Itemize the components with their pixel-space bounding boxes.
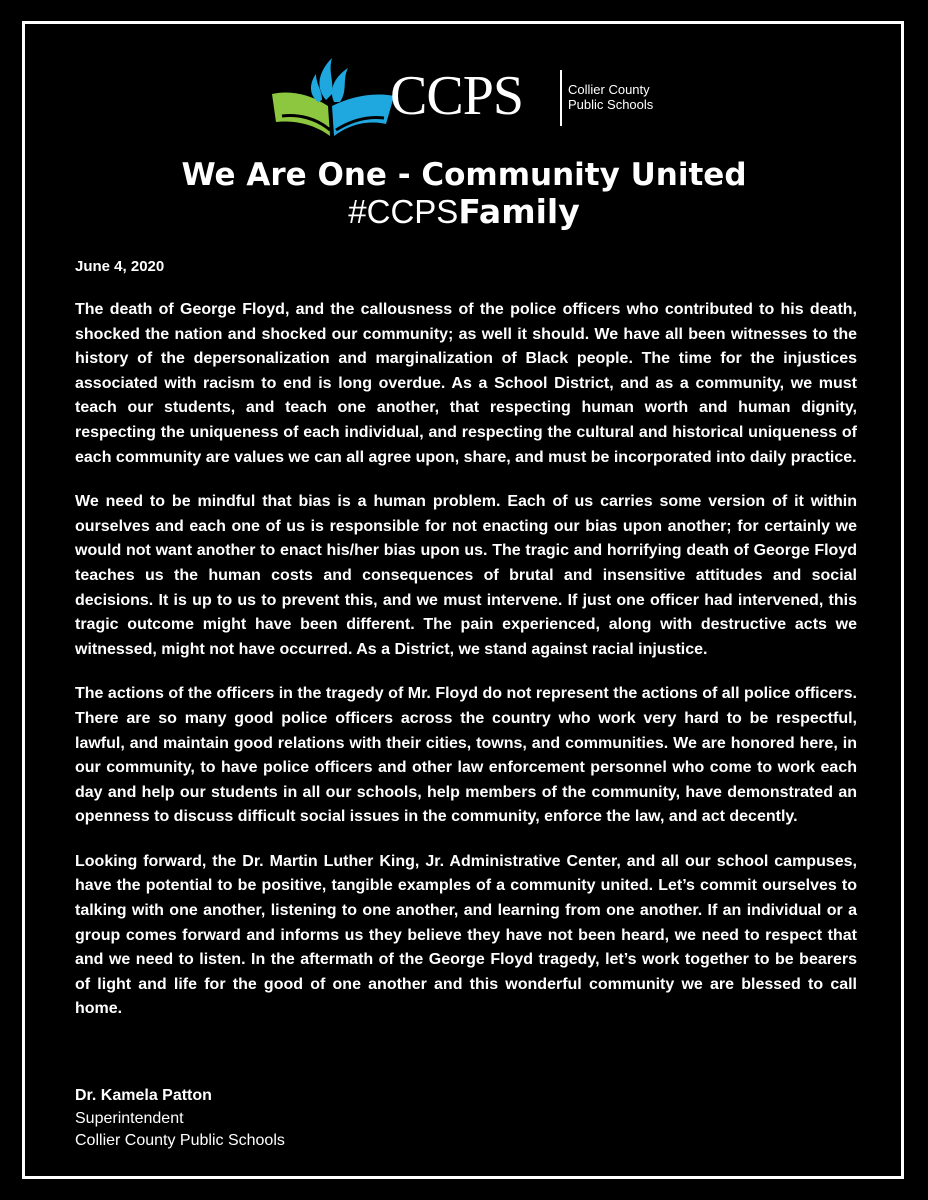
hashtag-bold: Family [458, 192, 580, 231]
letter-date: June 4, 2020 [75, 258, 165, 275]
page-title: We Are One - Community United [181, 157, 747, 193]
letter-paragraph: We need to be mindful that bias is a human problem. Each of us carries some version of it within ourselves and each one of us is responsible for not enacting our bias upon another; for certainly we would not want another to enact his/her bias upon us. The tragic and horrifying death of George Floyd teaches us the human costs and consequences of brutal and insensitive attitudes and social decisions. It is up to us to prevent this, and we must intervene. If just one officer had intervened, this tragic outcome might have been different. The pain experienced, along with destructive acts we witnessed, might not have occurred. As a District, we stand against racial injustice. [75, 493, 857, 658]
signature-name: Dr. Kamela Patton [75, 1087, 212, 1104]
letter-paragraph: Looking forward, the Dr. Martin Luther King, Jr. Administrative Center, and all our school campuses, have the potential to be positive, tangible examples of a community united. Let’s commit ourselves to talking with one another, listening to one another, and learning from one another. If an individual or a group comes forward and informs us they believe they have not been heard, we need to respect that and we need to listen. In the aftermath of the George Floyd tragedy, let’s work together to be bearers of light and life for the good of one another and this wonderful community we are blessed to call home. [75, 852, 857, 1018]
signature-organization: Collier County Public Schools [75, 1132, 285, 1149]
ccps-logo [270, 50, 670, 142]
logo-subtitle-line2: Public Schools [568, 97, 654, 112]
book-flame-icon [270, 50, 396, 142]
signature-block [75, 1085, 285, 1153]
logo-wordmark: CCPS [390, 65, 523, 127]
logo-divider [560, 70, 562, 126]
hashtag [0, 192, 928, 232]
letter-paragraph: The death of George Floyd, and the callousness of the police officers who contributed to his death, shocked the nation and shocked our community; as well it should. We have all been witnesses to the history of the depersonalization and marginalization of Black people. The time for the injustices associated with racism to end is long overdue. As a School District, and as a community, we must teach our students, and teach one another, that respecting human worth and human dignity, respecting the uniqueness of each individual, and respecting the cultural and historical uniqueness of each community are values we can all agree upon, share, and must be incorporated into daily practice. [75, 301, 857, 466]
letter-body [75, 298, 857, 1042]
signature-title: Superintendent [75, 1109, 184, 1127]
logo-subtitle-line1: Collier County [568, 82, 650, 97]
logo-subtitle [568, 82, 653, 112]
hashtag-prefix: #CCPS [348, 193, 459, 230]
letter-paragraph: The actions of the officers in the tragedy of Mr. Floyd do not represent the actions of all police officers. There are so many good police officers across the country who work very hard to be respectful, lawful, and maintain good relations with their cities, towns, and communities. We are honored here, in our community, to have police officers and other law enforcement personnel who come to work each day and help our students in all our schools, help members of the community, have demonstrated an openness to discuss difficult social issues in the community, enforce the law, and act decently. [75, 685, 857, 826]
